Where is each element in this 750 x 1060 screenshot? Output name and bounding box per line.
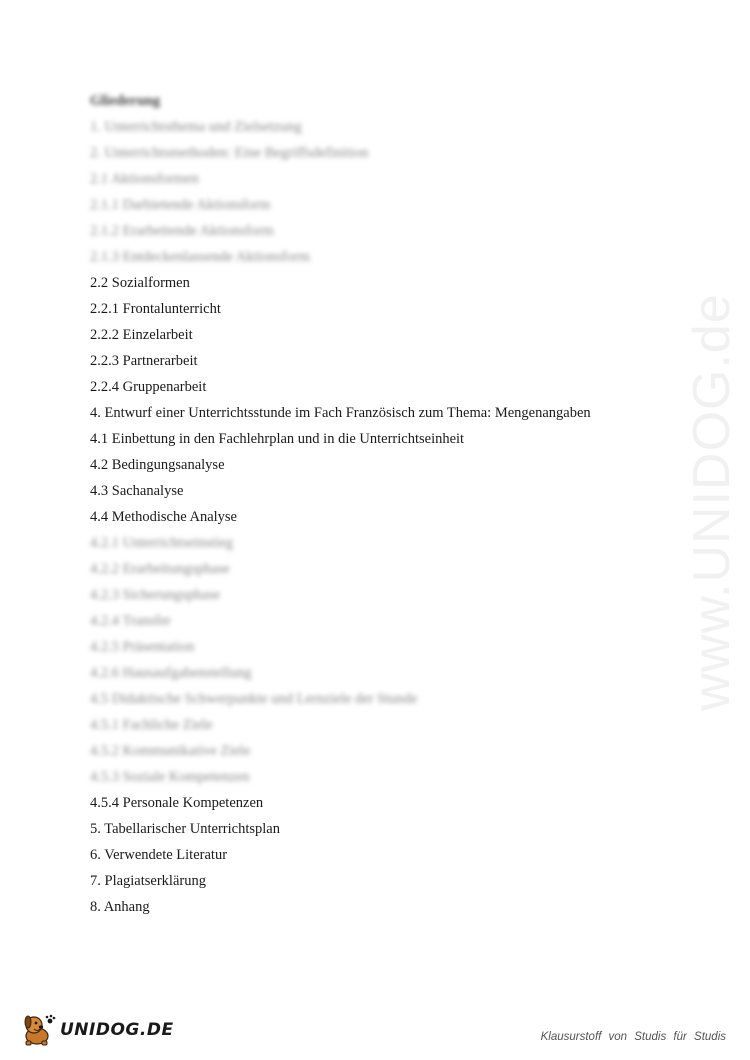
table-of-contents xyxy=(90,88,690,920)
toc-item: 4.4 Methodische Analyse xyxy=(90,509,237,525)
toc-item: 2. Unterrichtsmethoden: Eine Begriffsdefinition xyxy=(90,145,369,161)
toc-item: 2.2.3 Partnerarbeit xyxy=(90,353,198,369)
toc-item: 2.2 Sozialformen xyxy=(90,275,190,291)
toc-item: 4.2.3 Sicherungsphase xyxy=(90,587,221,603)
toc-item: 4.5.4 Personale Kompetenzen xyxy=(90,795,264,811)
toc-item: 2.2.2 Einzelarbeit xyxy=(90,327,193,343)
toc-item: 4.2 Bedingungsanalyse xyxy=(90,457,225,473)
toc-item: 2.2.4 Gruppenarbeit xyxy=(90,379,207,395)
toc-item: 8. Anhang xyxy=(90,899,150,915)
toc-item: 4.2.6 Hausaufgabenstellung xyxy=(90,665,252,681)
toc-item: 2.1.1 Darbietende Aktionsform xyxy=(90,197,271,213)
toc-item: 6. Verwendete Literatur xyxy=(90,847,228,863)
toc-item: 5. Tabellarischer Unterrichtsplan xyxy=(90,821,280,837)
toc-item: 4.5.2 Kommunikative Ziele xyxy=(90,743,251,759)
toc-item: 2.1.2 Erarbeitende Aktionsform xyxy=(90,223,274,239)
logo-text: UNIDOG.DE xyxy=(60,1020,174,1040)
toc-list xyxy=(90,114,690,920)
footer-logo xyxy=(20,1012,174,1048)
toc-item: 2.1 Aktionsformen xyxy=(90,171,199,187)
toc-item: 4.2.5 Präsentation xyxy=(90,639,195,655)
toc-item: 4.5 Didaktische Schwerpunkte und Lernziele der Stunde xyxy=(90,691,418,707)
toc-item: 4.2.2 Erarbeitungsphase xyxy=(90,561,230,577)
toc-item: 4.5.3 Soziale Kompetenzen xyxy=(90,769,250,785)
footer-tagline: Klausurstoff von Studis für Studis xyxy=(540,1031,726,1043)
toc-item: 7. Plagiatserklärung xyxy=(90,873,206,889)
dog-mascot-icon xyxy=(20,1012,56,1048)
watermark-text: www.UNIDOG.de xyxy=(683,293,741,711)
toc-item: 4.2.1 Unterrichtseinstieg xyxy=(90,535,233,551)
toc-item: 2.2.1 Frontalunterricht xyxy=(90,301,221,317)
toc-item: 4. Entwurf einer Unterrichtsstunde im Fach Französisch zum Thema: Mengenangaben xyxy=(90,405,591,421)
toc-item: 1. Unterrichtsthema und Zielsetzung xyxy=(90,119,302,135)
toc-item: 4.5.1 Fachliche Ziele xyxy=(90,717,213,733)
toc-item: 4.3 Sachanalyse xyxy=(90,483,184,499)
toc-item: 4.1 Einbettung in den Fachlehrplan und in die Unterrichtseinheit xyxy=(90,431,465,447)
toc-item: 2.1.3 Entdeckenlassende Aktionsform xyxy=(90,249,310,265)
toc-item: 4.2.4 Transfer xyxy=(90,613,171,629)
toc-title: Gliederung xyxy=(90,93,161,109)
